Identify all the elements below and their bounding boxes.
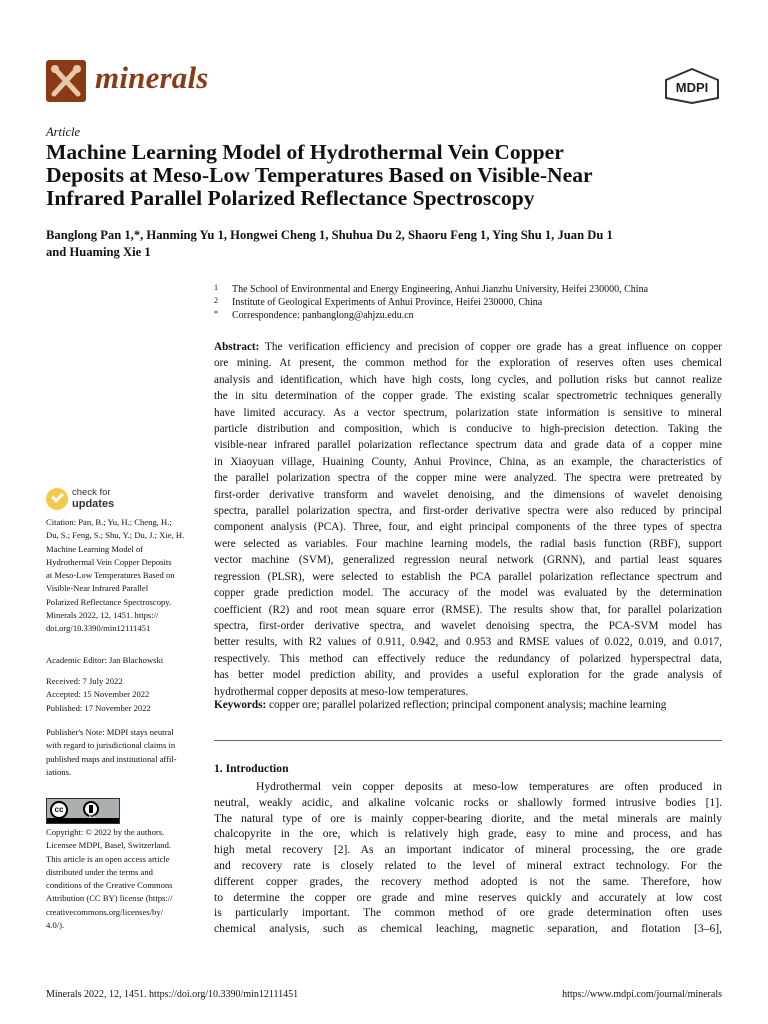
abstract-line: respectively. This method can effectively reduce the redundancy of polarized hyperspectral data, [214,652,722,665]
published-date: Published: 17 November 2022 [46,702,151,713]
abstract-line: copper grade prediction model. The accuracy of the model was evaluated by the determination [214,587,722,600]
copyright-line: 4.0/). [46,920,65,931]
keywords [214,699,666,711]
intro-line: different copper grades, the recovery method adopted is not the same. Therefore, how [214,874,722,888]
copyright-line: Attribution (CC BY) license (https:// [46,893,173,904]
abstract-line: were selected as variables. Four machine learning models, the radial basis function (RBF), support [214,537,722,550]
title-line: Infrared Parallel Polarized Reflectance Spectroscopy [46,186,535,210]
intro-line: chalcopyrite in the ore, which is relatively high grade, easy to mine and process, and has [214,827,722,841]
abstract-line: coefficient (R2) and root mean square error (RMSE). The results show that, for parallel polarization [214,603,722,616]
citation-line: Du, S.; Feng, S.; Shu, Y.; Du, J.; Xie, H. [46,530,185,541]
abstract-line: component analysis (PCA). Three, four, and eight principal components of the three types of spectra [214,521,722,534]
intro-line: Hydrothermal vein copper deposits at meso-low temperatures are often produced in [256,780,722,793]
footer-journal-link[interactable]: https://www.mdpi.com/journal/minerals [562,989,722,1000]
citation-line: Hydrothermal Vein Copper Deposits [46,556,172,567]
abstract-line: vector machine (SVM), generalized regression neural network (GRNN), and partial least squares [214,554,722,567]
check-for-label: check for [72,487,111,498]
intro-line: neutral, weakly acidic, and alkaline volcanic rocks or shallowly formed intrusive bodies [1]. [214,795,722,809]
license-badge-bar [47,818,119,823]
title-line: Machine Learning Model of Hydrothermal Vein Copper [46,140,564,164]
affiliation-mark: 1 [214,283,218,292]
academic-editor: Academic Editor: Jan Blachowski [46,655,164,665]
abstract-label: Abstract: [214,341,260,353]
intro-line: to determine the copper ore grade and mine reserves quickly and accurately at low cost [214,890,722,904]
author-list [46,227,736,261]
authors-line: Banglong Pan 1,*, Hanming Yu 1, Hongwei Cheng 1, Shuhua Du 2, Shaoru Feng 1, Ying Shu 1, Juan Du 1 [46,228,613,242]
keywords-text: copper ore; parallel polarized reflection; principal component analysis; machine learning [269,699,667,711]
abstract-line: first-order derivative transform and wavelet denoising, and the dimensions of wavelet denoising [214,488,722,501]
footer-citation: Minerals 2022, 12, 1451. https://doi.org/10.3390/min12111451 [46,989,299,1000]
publishers-note [46,726,201,779]
copyright-line: Licensee MDPI, Basel, Switzerland. [46,840,172,851]
publishers-note-line: published maps and institutional affil- [46,753,177,764]
affiliation-item [214,296,724,309]
abstract-line: spectra, first-order derivative spectra, and wavelet denoising spectra, the PCA-SVM model has [214,619,722,632]
citation-line: Machine Learning Model of [46,543,144,554]
abstract-line [214,339,722,355]
affiliation-text: Institute of Geological Experiments of Anhui Province, Heifei 230000, China [232,297,543,308]
affiliation-item [214,309,724,322]
publication-dates [46,675,201,715]
check-for-updates-badge[interactable] [46,488,166,514]
abstract-line: spectra, parallel polarization spectra, and first-order derivative spectra were also reduced by principal [214,505,722,518]
citation-doi-link[interactable]: doi.org/10.3390/min12111451 [46,623,151,634]
affiliation-mark: * [214,309,218,318]
copyright-line: This article is an open access article [46,853,170,864]
abstract-line: better results, with R2 values of 0.911, 0.942, and 0.953 and RMSE values of 0.022, 0.019, and 0.017, [214,636,722,649]
keywords-label: Keywords: [214,699,267,711]
affiliation-text: The School of Environmental and Energy Engineering, Anhui Jianzhu University, Heifei 230000, China [232,284,649,295]
mdpi-logo-text: MDPI [675,80,709,95]
journal-name: minerals [95,60,209,95]
affiliation-item [214,283,724,296]
intro-line: chemical analysis, such as chemical leaching, magnetic separation, and flotation [3–6], [214,922,722,936]
citation-line: at Meso-Low Temperatures Based on [46,570,175,581]
correspondence-email[interactable]: Correspondence: panbanglong@ahjzu.edu.cn [232,310,414,321]
abstract-line: the in situ determination of the copper grade. The existing scalar spectrometric techniques generally [214,390,722,403]
abstract-line: analysis and identification, which have high costs, long cycles, and pollution risks but cannot realize [214,373,722,386]
copyright-line: distributed under the terms and [46,866,153,877]
intro-line: The natural type of ore is mainly copper-bearing diorite, and the metal minerals are mainly [214,811,722,825]
copyright-block [46,826,201,932]
section-divider [214,740,722,741]
intro-line: high metal recovery [2]. As an important indicator of mineral processing, the ore grade [214,843,722,857]
abstract-line: particle distribution and composition, which is conducive to high-precision detection. Taking the [214,423,722,436]
abstract-line: the parallel polarization spectra of the copper mine were analyzed. The spectra were pretreated by [214,472,722,485]
accepted-date: Accepted: 15 November 2022 [46,689,150,700]
creative-commons-icon: cc [50,801,68,819]
copyright-line: Copyright: © 2022 by the authors. [46,827,165,837]
publishers-note-line: iations. [46,766,72,777]
citation-line: Visible-Near Infrared Parallel [46,583,149,594]
abstract-text: The verification efficiency and precision of copper ore grade has a great influence on copper [265,341,722,353]
abstract [214,339,722,700]
citation-block [46,516,201,636]
title-line: Deposits at Meso-Low Temperatures Based on Visible-Near [46,163,593,187]
citation-line: Polarized Reflectance Spectroscopy. [46,596,172,607]
cc-by-license-badge[interactable] [46,798,120,824]
abstract-line: hydrothermal copper deposits at meso-low temperatures. [214,685,469,698]
authors-line: and Huaming Xie 1 [46,245,151,259]
minerals-logo-icon [46,60,86,102]
license-link[interactable]: creativecommons.org/licenses/by/ [46,906,164,917]
mdpi-logo[interactable] [664,68,720,104]
updates-label: updates [72,498,115,510]
copyright-line: conditions of the Creative Commons [46,880,173,891]
affiliations [214,283,724,322]
intro-line: and recovery rate is closely related to the level of mineral extract technology. For the [214,858,722,872]
abstract-line: ore mining. At present, the common method for the exploration of reserves often uses chemical [214,357,722,370]
abstract-line: visible-near infrared parallel polarization reflectance spectrum data and grade data of a copper mine [214,439,722,452]
abstract-line: in Xiaoyuan village, Huaining County, Anhui Province, China, as an example, the characteristics of [214,455,722,468]
citation-line: Citation: Pan, B.; Yu, H.; Cheng, H.; [46,517,172,527]
affiliation-mark: 2 [214,296,218,305]
article-title [46,141,736,210]
introduction-body [214,779,722,937]
section-heading-introduction: 1. Introduction [214,762,289,775]
intro-line: is particularly important. The common method of ore grade determination often uses [214,906,722,920]
abstract-line: has better model prediction ability, and provides a useful exploration for the grade analysis of [214,669,722,682]
publishers-note-line: Publisher's Note: MDPI stays neutral [46,727,174,737]
received-date: Received: 7 July 2022 [46,676,123,686]
publishers-note-line: with regard to jurisdictional claims in [46,740,176,751]
citation-line: Minerals 2022, 12, 1451. https:// [46,610,159,621]
abstract-line: have limited accuracy. As a vector spectrum, polarization state information is sensitive to mineral [214,406,722,419]
abstract-line: regression (PLSR), were selected to establish the PCA parallel polarization reflectance spectrum and [214,570,722,583]
article-type-label: Article [46,125,81,139]
checkmark-icon [46,488,68,510]
